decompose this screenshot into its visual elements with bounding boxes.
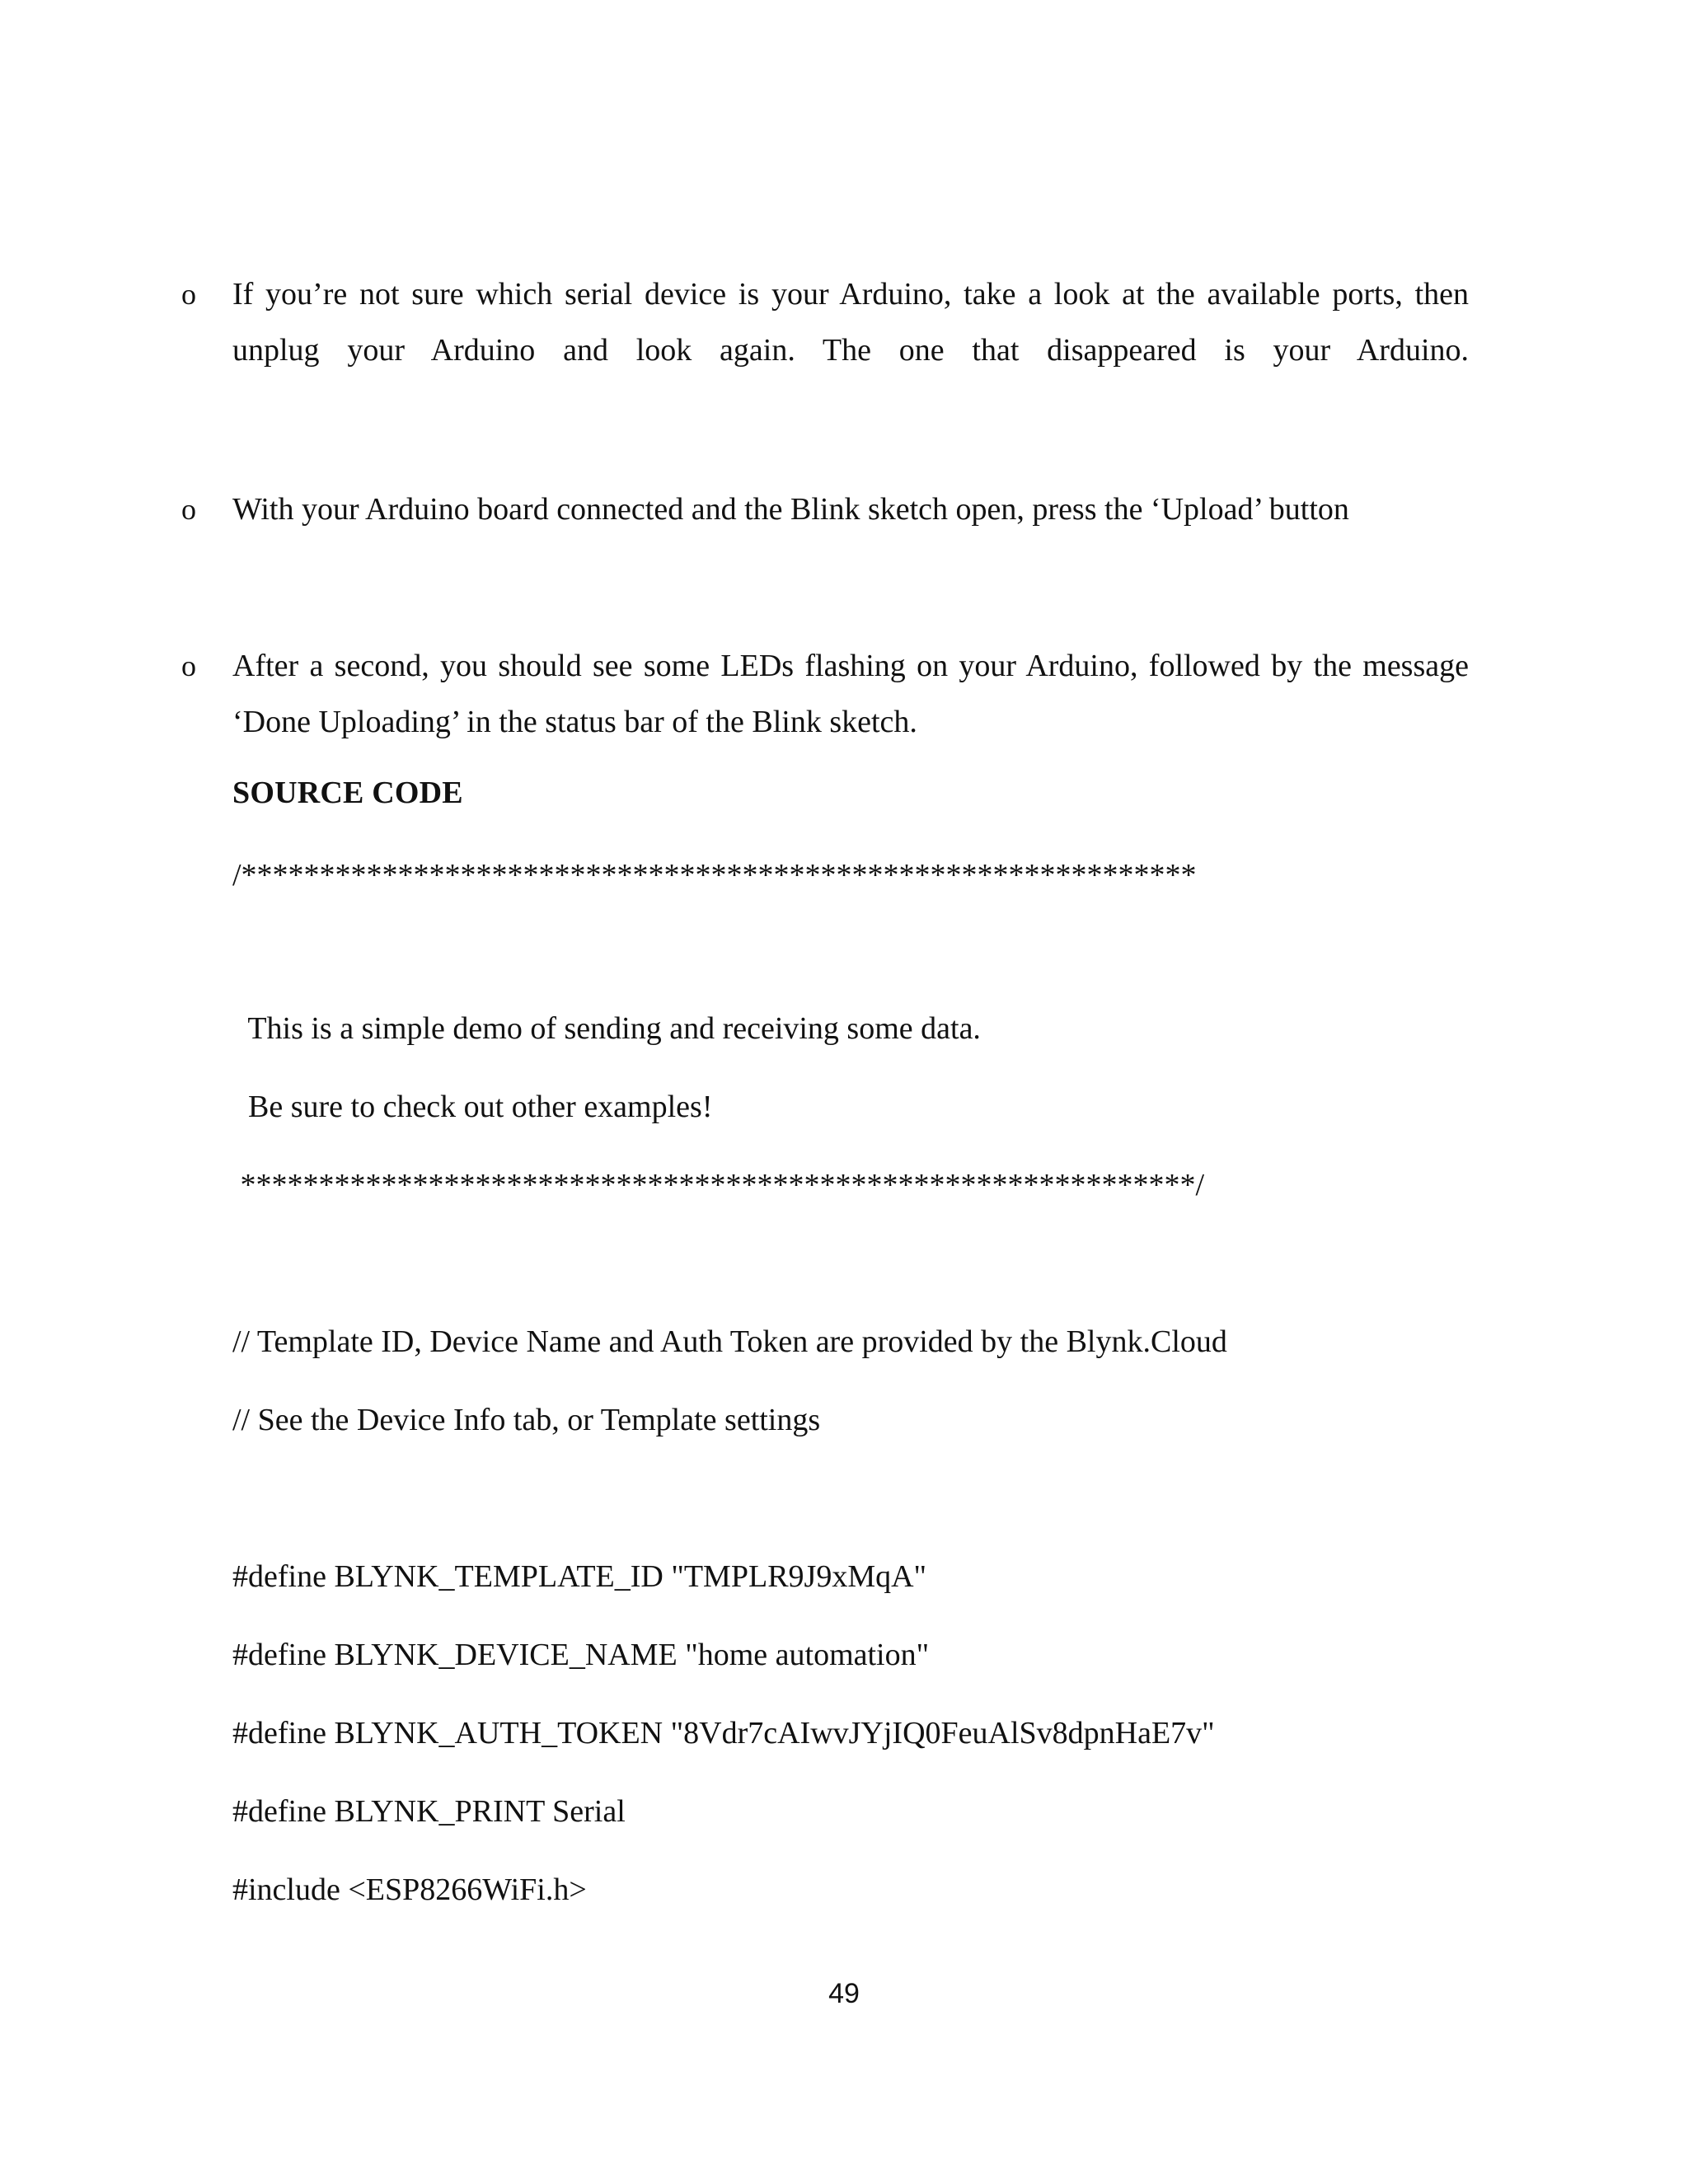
bullet-text: If you’re not sure which serial device is your Arduino, take a look at the available ports, then unplug your Arduino and look again. The one that disappeared is your Arduino. bbox=[232, 277, 1469, 368]
code-comment-demo: This is a simple demo of sending and receiving some data. bbox=[232, 1011, 981, 1046]
bullet-marker: o bbox=[181, 278, 196, 311]
bullet-done-uploading bbox=[181, 638, 1475, 753]
bullet-text: After a second, you should see some LEDs flashing on your Arduino, followed by the message ‘Done Uploading’ in the status bar of the Blink sketch. bbox=[232, 649, 1469, 739]
code-include-esp8266wifi: #include <ESP8266WiFi.h> bbox=[232, 1872, 587, 1907]
code-comment-end: *************************************************************/ bbox=[232, 1168, 1205, 1202]
page-number: 49 bbox=[828, 1978, 860, 2009]
code-comment-device-info: // See the Device Info tab, or Template settings bbox=[232, 1403, 821, 1437]
code-comment-examples: Be sure to check out other examples! bbox=[232, 1090, 713, 1124]
code-define-auth-token: #define BLYNK_AUTH_TOKEN "8Vdr7cAIwvJYjIQ0FeuAlSv8dpnHaE7v" bbox=[232, 1716, 1215, 1750]
code-define-device-name: #define BLYNK_DEVICE_NAME "home automation" bbox=[232, 1638, 930, 1672]
bullet-upload-button bbox=[181, 481, 1475, 537]
bullet-text: With your Arduino board connected and the Blink sketch open, press the ‘Upload’ button bbox=[232, 492, 1349, 527]
code-comment-start: /************************************************************* bbox=[232, 858, 1197, 893]
source-code-heading: SOURCE CODE bbox=[232, 776, 463, 810]
code-define-template-id: #define BLYNK_TEMPLATE_ID "TMPLR9J9xMqA" bbox=[232, 1559, 927, 1594]
bullet-marker: o bbox=[181, 493, 196, 526]
bullet-marker: o bbox=[181, 649, 196, 682]
code-comment-template-id: // Template ID, Device Name and Auth Token are provided by the Blynk.Cloud bbox=[232, 1324, 1227, 1359]
bullet-serial-device bbox=[181, 266, 1475, 382]
code-define-print: #define BLYNK_PRINT Serial bbox=[232, 1794, 626, 1829]
